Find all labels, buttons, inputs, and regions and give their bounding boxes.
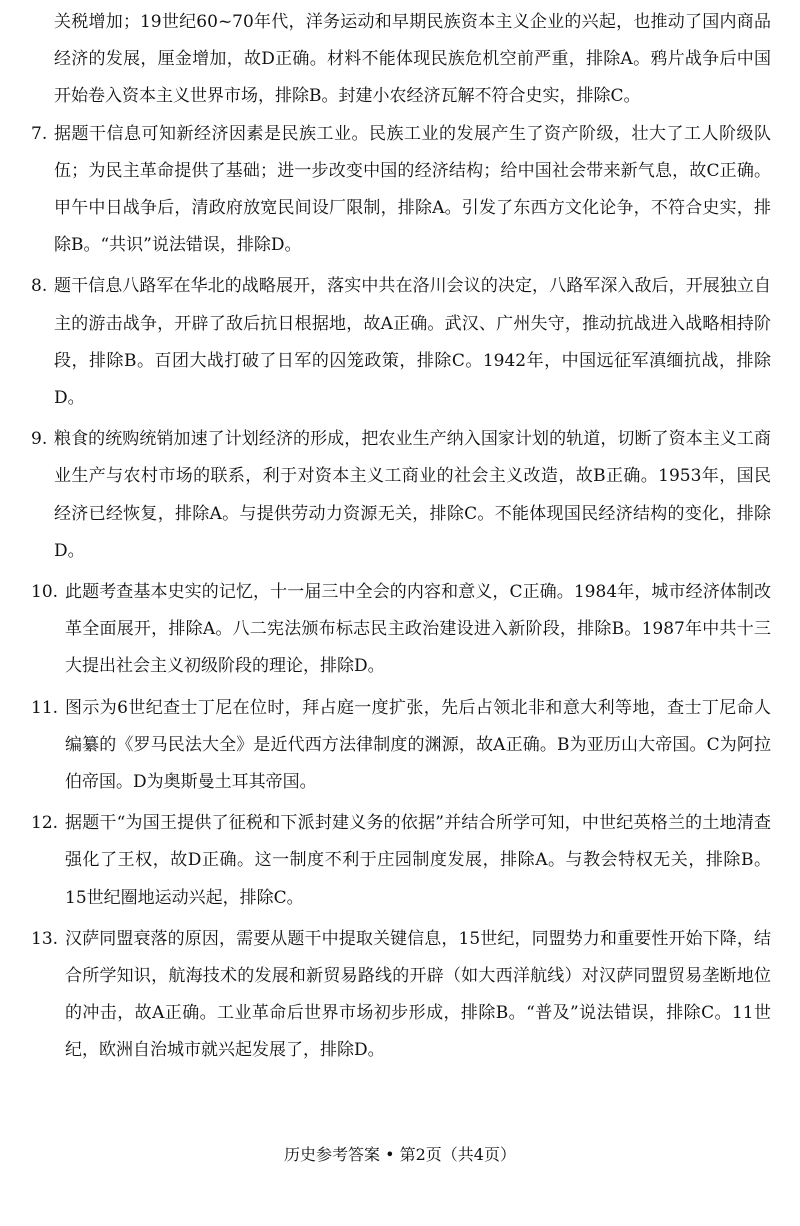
answer-text: 题干信息八路军在华北的战略展开，落实中共在洛川会议的决定，八路军深入敌后，开展独立自主的游击战争，开辟了敌后抗日根据地，故A正确。武汉、广州失守，推动抗战进入战略相持阶段，排除B。百团大战打破了日军的囚笼政策，排除C。1942年，中国远征军滇缅抗战，排除D。 bbox=[54, 276, 771, 409]
answer-item-12 bbox=[31, 805, 771, 917]
answer-number: 11. bbox=[31, 697, 59, 718]
answer-item-8 bbox=[31, 268, 771, 417]
answer-number: 13. bbox=[31, 928, 59, 949]
answer-text: 图示为6世纪查士丁尼在位时，拜占庭一度扩张，先后占领北非和意大利等地，查士丁尼命人编纂的《罗马民法大全》是近代西方法律制度的渊源，故A正确。B为亚历山大帝国。C为阿拉伯帝国。D为奥斯曼土耳其帝国。 bbox=[65, 697, 771, 793]
answer-number: 8. bbox=[31, 276, 48, 297]
answer-content bbox=[31, 4, 771, 1070]
answer-item-13 bbox=[31, 921, 771, 1070]
answer-item-7 bbox=[31, 116, 771, 265]
answer-text: 此题考查基本史实的记忆，十一届三中全会的内容和意义，C正确。1984年，城市经济体制改革全面展开，排除A。八二宪法颁布标志民主政治建设进入新阶段，排除B。1987年中共十三大提出社会主义初级阶段的理论，排除D。 bbox=[65, 582, 771, 677]
page-footer: 历史参考答案 • 第2页（共4页） bbox=[284, 1145, 516, 1164]
answer-text: 汉萨同盟衰落的原因，需要从题干中提取关键信息，15世纪，同盟势力和重要性开始下降，结合所学知识，航海技术的发展和新贸易路线的开辟（如大西洋航线）对汉萨同盟贸易垄断地位的冲击，故A正确。工业革命后世界市场初步形成，排除B。“普及”说法错误，排除C。11世纪，欧洲自治城市就兴起发展了，排除D。 bbox=[65, 928, 771, 1061]
answer-item-10 bbox=[31, 574, 771, 686]
answer-number: 7. bbox=[31, 123, 48, 144]
answer-number: 10. bbox=[31, 582, 59, 603]
answer-item-11 bbox=[31, 690, 771, 802]
answer-number: 9. bbox=[31, 429, 48, 450]
answer-text: 粮食的统购统销加速了计划经济的形成，把农业生产纳入国家计划的轨道，切断了资本主义工商业生产与农村市场的联系，利于对资本主义工商业的社会主义改造，故B正确。1953年，国民经济已经恢复，排除A。与提供劳动力资源无关，排除C。不能体现国民经济结构的变化，排除D。 bbox=[54, 429, 771, 561]
answer-text: 据题干“为国王提供了征税和下派封建义务的依据”并结合所学可知，中世纪英格兰的土地清查强化了王权，故D正确。这一制度不利于庄园制度发展，排除A。与教会特权无关，排除B。15世纪圈地运动兴起，排除C。 bbox=[65, 813, 771, 908]
answer-item-9 bbox=[31, 421, 771, 570]
answer-number: 12. bbox=[31, 813, 59, 834]
continuation-text: 关税增加；19世纪60~70年代，洋务运动和早期民族资本主义企业的兴起，也推动了国内商品经济的发展，厘金增加，故D正确。材料不能体现民族危机空前严重，排除A。鸦片战争后中国开始卷入资本主义世界市场，排除B。封建小农经济瓦解不符合史实，排除C。 bbox=[54, 12, 771, 107]
continuation-paragraph bbox=[31, 4, 771, 116]
answer-text: 据题干信息可知新经济因素是民族工业。民族工业的发展产生了资产阶级，壮大了工人阶级队伍；为民主革命提供了基础；进一步改变中国的经济结构；给中国社会带来新气息，故C正确。甲午中日战争后，清政府放宽民间设厂限制，排除A。引发了东西方文化论争，不符合史实，排除B。“共识”说法错误，排除D。 bbox=[54, 123, 771, 256]
